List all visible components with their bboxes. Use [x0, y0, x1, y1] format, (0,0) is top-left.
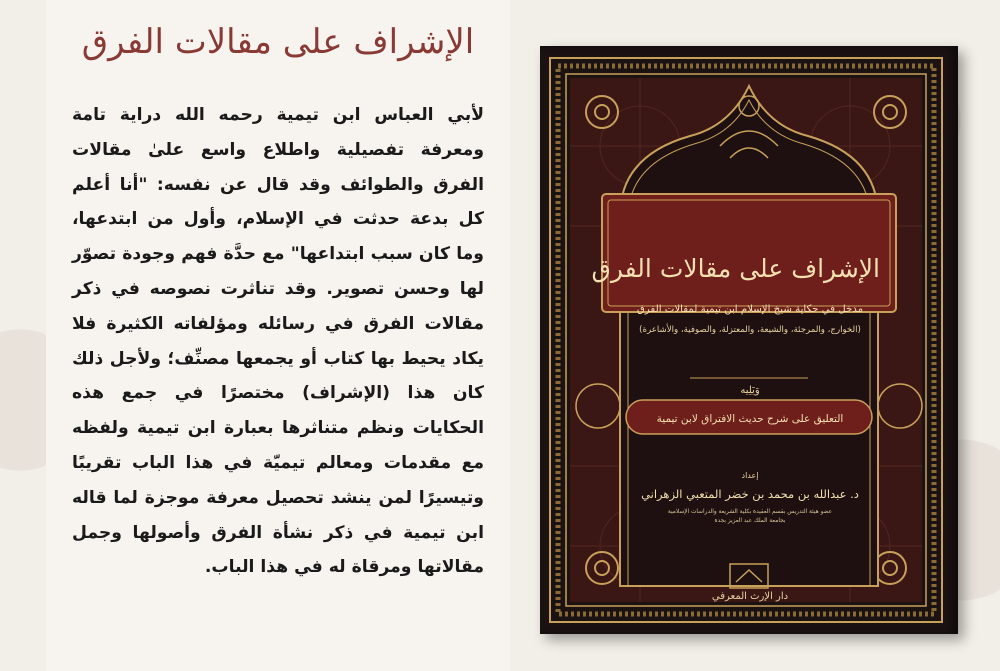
- panel-title: الإشراف على مقالات الفرق: [81, 22, 475, 62]
- cover-ornament-frame: [540, 46, 958, 634]
- cover-prepared-by: إعداد: [741, 471, 759, 480]
- cover-author: د. عبدالله بن محمد بن خضر المتعبي الزهراني: [641, 487, 859, 501]
- cover-title: الإشراف على مقالات الفرق: [591, 254, 880, 283]
- cover-commentary-title: التعليق على شرح حديث الافتراق لابن تيمية: [656, 413, 844, 425]
- cover-and-label: وَيَلِيه: [740, 385, 760, 396]
- panel-description-text: لأبي العباس ابن تيمية رحمه الله دراية تامة ومعرفة تفصيلية واطلاع واسع علىٰ مقالات الفرق والطوائف وقد قال عن نفسه: "أنا أعلم كل بدعة حدثت في الإسلام، وأول من ابتدعها، وما كان سبب ابتداعها" مع حدَّة فهم وجودة تصوّر لها وحسن تصوير. وقد تناثرت نصوصه في ذكر مقالات الفرق في رسائله ومؤلفاته الكثيرة فلا يكاد يحيط بها كتاب أو يجمعها مصنِّف؛ ولأجل ذلك كان هذا (الإشراف) مختصرًا في جمع هذه الحكايات ونظم متناثرها بعبارة ابن تيمية ولفظه مع مقدمات ومعالم تيميّة في هذا الباب تقريبًا وتيسيرًا لمن ينشد تحصيل معرفة موجزة لما قاله ابن تيمية في ذكر نشأة الفرق وأصولها وجمل مقالاتها ومرقاة له في هذا الباب.: [72, 105, 484, 578]
- cover-sects-list: (الخوارج، والمرجئة، والشيعة، والمعتزلة، والصوفية، والأشاعرة): [639, 325, 861, 335]
- cover-publisher: دار الإرث المعرفي: [711, 591, 789, 602]
- cover-affiliation: عضو هيئة التدريس بقسم العقيدة بكلية الشريعة والدراسات الإسلامية بجامعة الملك عبد العزيز بجدة: [667, 509, 833, 524]
- cover-subtitle: مدخل في حكاية شيخ الإسلام ابن تيمية لمقالات الفرق: [636, 304, 864, 315]
- book-cover: [540, 46, 958, 634]
